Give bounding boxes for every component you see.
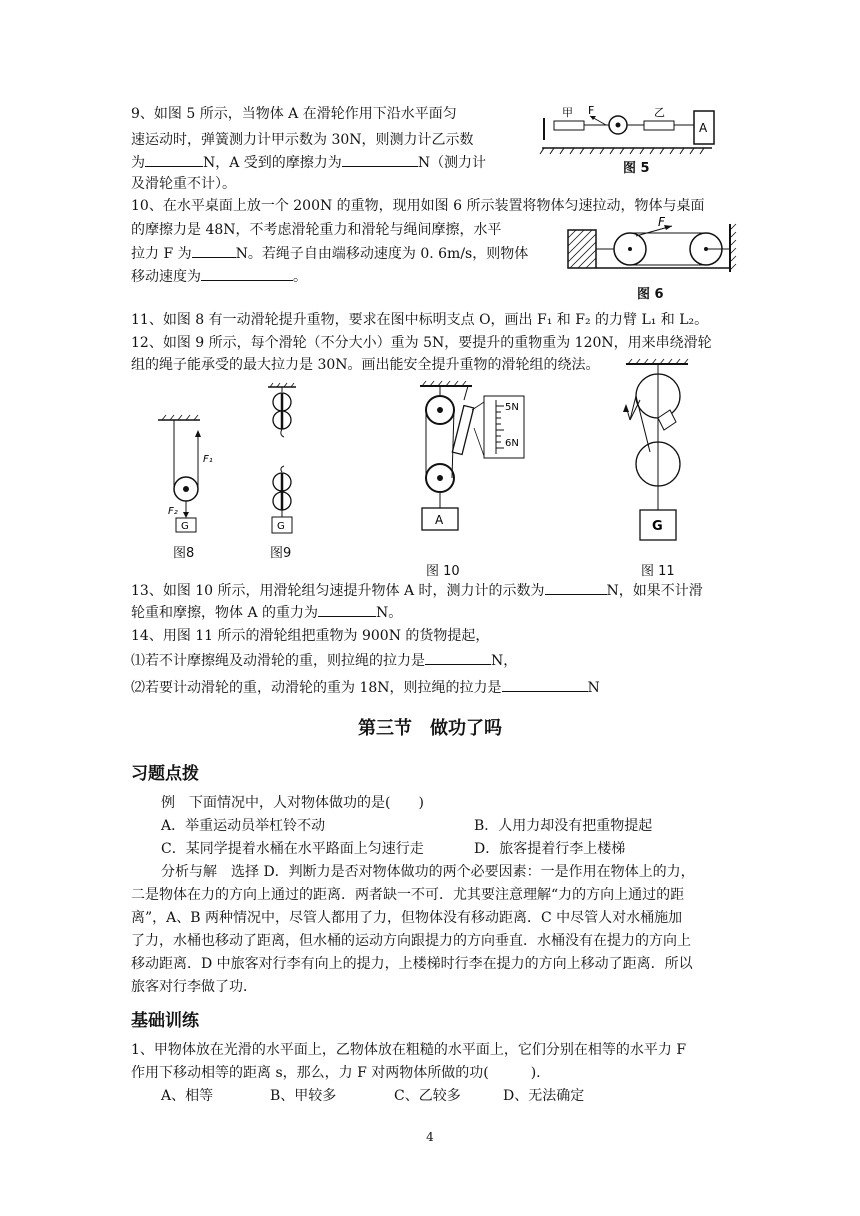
- q14-line3: [131, 677, 600, 698]
- q10-line3a: 拉力 F 为: [131, 246, 192, 262]
- answer-blank[interactable]: [342, 152, 418, 167]
- fig5-label-jia: 甲: [562, 106, 573, 119]
- figure-11-diagram: [612, 358, 702, 550]
- example-option-b: B．人用力却没有把重物提起: [474, 818, 653, 834]
- q10-line4a: 移动速度为: [131, 269, 201, 285]
- figure-11-caption: 图 11: [641, 564, 675, 579]
- figure-5-caption: 图 5: [623, 161, 650, 176]
- q9-line3a: 为: [131, 155, 145, 171]
- analysis-line: 二是物体在力的方向上通过的距离．两者缺一不可．尤其要注意理解“力的方向上通过的距: [131, 887, 685, 903]
- fig11-label-G: G: [652, 519, 663, 534]
- basic-q1-option-d: D、无法确定: [503, 1088, 585, 1104]
- basic-q1-line1: 1、甲物体放在光滑的水平面上，乙物体放在粗糙的水平面上，它们分别在相等的水平力 F: [131, 1042, 687, 1058]
- example-option-c: C．某同学提着水桶在水平路面上匀速行走: [161, 841, 424, 857]
- q13-line2: [131, 602, 402, 623]
- example-question: 例 下面情况中，人对物体做功的是( ): [161, 795, 424, 811]
- fig6-label-F: F: [658, 216, 665, 229]
- fig8-label-F1: F₁: [203, 454, 213, 465]
- q10-line2: 的摩擦力是 48N，不考虑滑轮重力和滑轮与绳间摩擦，水平: [131, 222, 502, 238]
- q12-line2: 组的绳子能承受的最大拉力是 30N。画出能安全提升重物的滑轮组的绕法。: [131, 357, 600, 373]
- basic-heading: 基础训练: [131, 1011, 199, 1031]
- q10-line1: 10、在水平桌面上放一个 200N 的重物，现用如图 6 所示装置将物体匀速拉动，物体与桌面: [131, 198, 705, 214]
- answer-blank[interactable]: [201, 266, 293, 281]
- fig5-label-yi: 乙: [654, 106, 665, 119]
- q13-line1b: N，如果不计滑: [606, 583, 703, 599]
- figure-6-caption: 图 6: [637, 287, 664, 302]
- figure-10-diagram: [412, 380, 532, 532]
- answer-blank[interactable]: [502, 677, 588, 692]
- answer-blank[interactable]: [545, 580, 607, 595]
- q11-text: 11、如图 8 有一动滑轮提升重物，要求在图中标明支点 O，画出 F₁ 和 F₂ 的力臂 L₁ 和 L₂。: [131, 312, 709, 328]
- analysis-line: 了力，水桶也移动了距离，但水桶的运动方向跟提力的方向垂直．水桶没有在提力的方向上: [131, 933, 691, 949]
- analysis-line: 旅客对行李做了功．: [131, 979, 257, 995]
- q9-line1: 9、如图 5 所示，当物体 A 在滑轮作用下沿水平面匀: [131, 106, 457, 122]
- q14-line3a: ⑵若要计动滑轮的重，动滑轮的重为 18N，则拉绳的拉力是: [131, 680, 502, 696]
- figure-9-caption: 图9: [270, 546, 292, 561]
- basic-q1-option-a: A、相等: [161, 1088, 214, 1104]
- q13-line1a: 13、如图 10 所示，用滑轮组匀速提升物体 A 时，测力计的示数为: [131, 583, 545, 599]
- fig8-label-G: G: [181, 521, 189, 532]
- fig8-label-F2: F₂: [168, 506, 178, 517]
- q14-line2b: N，: [491, 653, 518, 669]
- page-number: 4: [426, 1130, 434, 1144]
- fig10-label-A: A: [435, 513, 444, 527]
- q14-line3b: N: [587, 680, 600, 696]
- q10-line3: [131, 243, 528, 264]
- q10-line4b: 。: [293, 269, 307, 285]
- fig5-label-F: F: [588, 104, 595, 117]
- analysis-line: 分析与解 选择 D．判断力是否对物体做功的两个必要因素：一是作用在物体上的力，: [161, 864, 695, 880]
- answer-blank[interactable]: [145, 152, 203, 167]
- answer-blank[interactable]: [318, 602, 376, 617]
- q10-line3b: N。若绳子自由端移动速度为 0. 6m/s，则物体: [235, 246, 529, 262]
- section-title: 第三节 做功了吗: [358, 718, 502, 739]
- basic-q1-option-c: C、乙较多: [394, 1088, 461, 1104]
- q14-line1: 14、用图 11 所示的滑轮组把重物为 900N 的货物提起，: [131, 628, 490, 644]
- q14-line2: [131, 650, 517, 671]
- figure-9-diagram: [260, 382, 304, 544]
- answer-blank[interactable]: [425, 650, 491, 665]
- example-option-a: A．举重运动员举杠铃不动: [161, 818, 326, 834]
- fig5-label-A: A: [699, 121, 708, 135]
- q9-line3: [131, 152, 486, 173]
- q9-line4: 及滑轮重不计）。: [131, 176, 236, 192]
- basic-q1-option-b: B、甲较多: [270, 1088, 337, 1104]
- q12-line1: 12、如图 9 所示，每个滑轮（不分大小）重为 5N，要提升的重物重为 120N，用来串绕滑轮: [131, 335, 712, 351]
- figure-8-caption: 图8: [173, 546, 195, 561]
- figure-10-caption: 图 10: [426, 564, 460, 579]
- fig10-label-5N: 5N: [505, 402, 519, 413]
- figure-6-diagram: [560, 216, 740, 278]
- example-option-d: D．旅客提着行李上楼梯: [474, 841, 626, 857]
- q13-line2a: 轮重和摩擦，物体 A 的重力为: [131, 605, 319, 621]
- q9-line3c: N（测力计: [417, 155, 487, 171]
- figure-8-diagram: [150, 412, 220, 548]
- q13-line2b: N。: [376, 605, 403, 621]
- q13-line1: [131, 580, 703, 601]
- basic-q1-line2: 作用下移动相等的距离 s，那么，力 F 对两物体所做的功( ).: [131, 1065, 541, 1081]
- analysis-line: 移动距离．D 中旅客对行李有向上的提力，上楼梯时行李在提力的方向上移动了距离．所以: [131, 956, 693, 972]
- analysis-line: 离”，A、B 两种情况中，尽管人都用了力，但物体没有移动距离．C 中尽管人对水桶施加: [131, 910, 683, 926]
- tips-heading: 习题点拨: [131, 764, 199, 784]
- figure-5-diagram: [532, 98, 722, 158]
- fig9-label-G: G: [277, 521, 285, 532]
- fig10-label-6N: 6N: [505, 438, 519, 449]
- q14-line2a: ⑴若不计摩擦绳及动滑轮的重，则拉绳的拉力是: [131, 653, 425, 669]
- q9-line3b: N，A 受到的摩擦力为: [203, 155, 342, 171]
- q10-line4: [131, 266, 307, 287]
- q9-line2: 速运动时，弹簧测力计甲示数为 30N，则测力计乙示数: [131, 132, 474, 148]
- answer-blank[interactable]: [192, 243, 236, 258]
